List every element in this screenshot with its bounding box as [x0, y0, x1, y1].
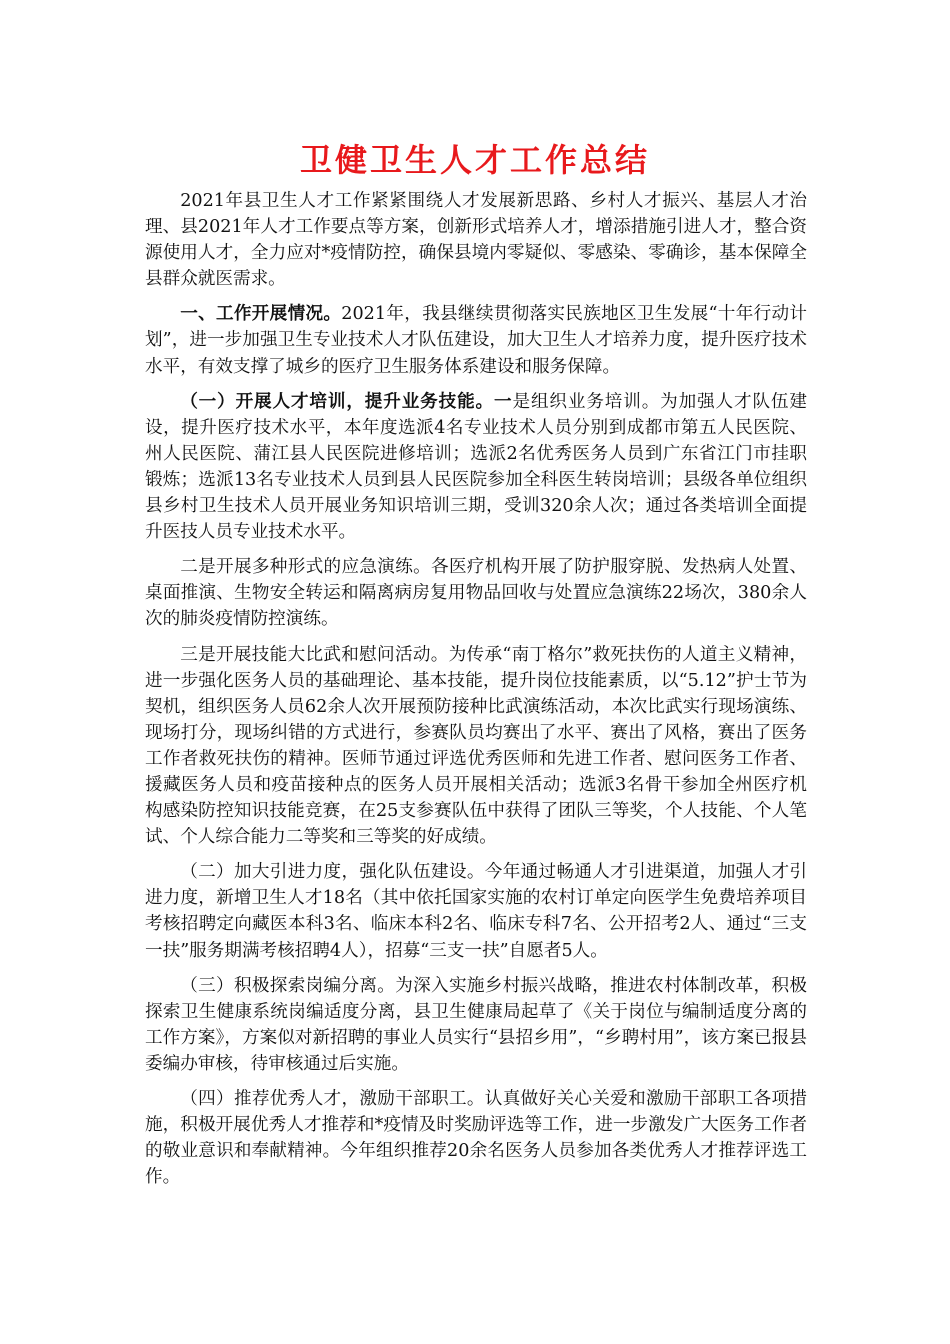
- document-title: 卫健卫生人才工作总结: [299, 141, 650, 179]
- paragraph-text: 是组织业务培训。为加强人才队伍建设，提升医疗技术水平，本年度选派4名专业技术人员分别到成都市第五人民医院、州人民医院、蒲江县人民医院进修培训；选派2名优秀医务人员到广东省江门市挂职锻炼；选派13名专业技术人员到县人民医院参加全科医生转岗培训；县级各单位组织县乡村卫生技术人员开展业务知识培训三期，受训320余人次；通过各类培训全面提升医技人员专业技术水平。: [145, 391, 807, 543]
- paragraph-lead: （一）开展人才培训，提升业务技能。一: [180, 390, 513, 412]
- paragraph-section-1: [145, 301, 807, 379]
- paragraph-text: 2021年，我县继续贯彻落实民族地区卫生发展“十年行动计划”，进一步加强卫生专业技术人才队伍建设，加大卫生人才培养力度，提升医疗技术水平，有效支撑了城乡的医疗卫生服务体系建设和服务保障。: [145, 304, 807, 377]
- paragraph-text: （二）加大引进力度，强化队伍建设。今年通过畅通人才引进渠道，加强人才引进力度，新增卫生人才18名（其中依托国家实施的农村订单定向医学生免费培养项目考核招聘定向藏医本科3名、临床本科2名、临床专科7名、公开招考2人、通过“三支一扶”服务期满考核招聘4人），招募“三支一扶”自愿者5人。: [145, 862, 807, 961]
- document-body: [145, 188, 807, 1199]
- paragraph-lead: 一、工作开展情况。: [180, 303, 342, 325]
- paragraph-text: 三是开展技能大比武和慰问活动。为传承“南丁格尔”救死扶伤的人道主义精神，进一步强化医务人员的基础理论、基本技能，提升岗位技能素质，以“5.12”护士节为契机，组织医务人员62余人次开展预防接种比武演练活动，本次比武实行现场演练、现场打分，现场纠错的方式进行，参赛队员均赛出了水平、赛出了风格，赛出了医务工作者救死扶伤的精神。医师节通过评选优秀医师和先进工作者、慰问医务工作者、援藏医务人员和疫苗接种点的医务人员开展相关活动；选派3名骨干参加全州医疗机构感染防控知识技能竞赛，在25支参赛队伍中获得了团队三等奖，个人技能、个人笔试、个人综合能力二等奖和三等奖的好成绩。: [145, 644, 807, 848]
- paragraph-recruitment: [145, 859, 807, 963]
- paragraph-text: （四）推荐优秀人才，激励干部职工。认真做好关心关爱和激励干部职工各项措施，积极开展优秀人才推荐和*疫情及时奖励评选等工作，进一步激发广大医务工作者的敬业意识和奉献精神。今年组织推荐20余名医务人员参加各类优秀人才推荐评选工作。: [145, 1089, 807, 1188]
- paragraph-post-separation: [145, 973, 807, 1077]
- paragraph-incentives: [145, 1086, 807, 1190]
- paragraph-drills: [145, 554, 807, 632]
- paragraph-intro: [145, 188, 807, 292]
- paragraph-text: （三）积极探索岗编分离。为深入实施乡村振兴战略，推进农村体制改革，积极探索卫生健康系统岗编适度分离，县卫生健康局起草了《关于岗位与编制适度分离的工作方案》，方案似对新招聘的事业人员实行“县招乡用”，“乡聘村用”，该方案已报县委编办审核，待审核通过后实施。: [145, 975, 807, 1074]
- paragraph-training: [145, 389, 807, 546]
- paragraph-text: 二是开展多种形式的应急演练。各医疗机构开展了防护服穿脱、发热病人处置、桌面推演、生物安全转运和隔离病房复用物品回收与处置应急演练22场次，380余人次的肺炎疫情防控演练。: [145, 557, 807, 630]
- paragraph-competition: [145, 642, 807, 851]
- paragraph-text: 2021年县卫生人才工作紧紧围绕人才发展新思路、乡村人才振兴、基层人才治理、县2021年人才工作要点等方案，创新形式培养人才，增添措施引进人才，整合资源使用人才，全力应对*疫情防控，确保县境内零疑似、零感染、零确诊，基本保障全县群众就医需求。: [145, 191, 807, 290]
